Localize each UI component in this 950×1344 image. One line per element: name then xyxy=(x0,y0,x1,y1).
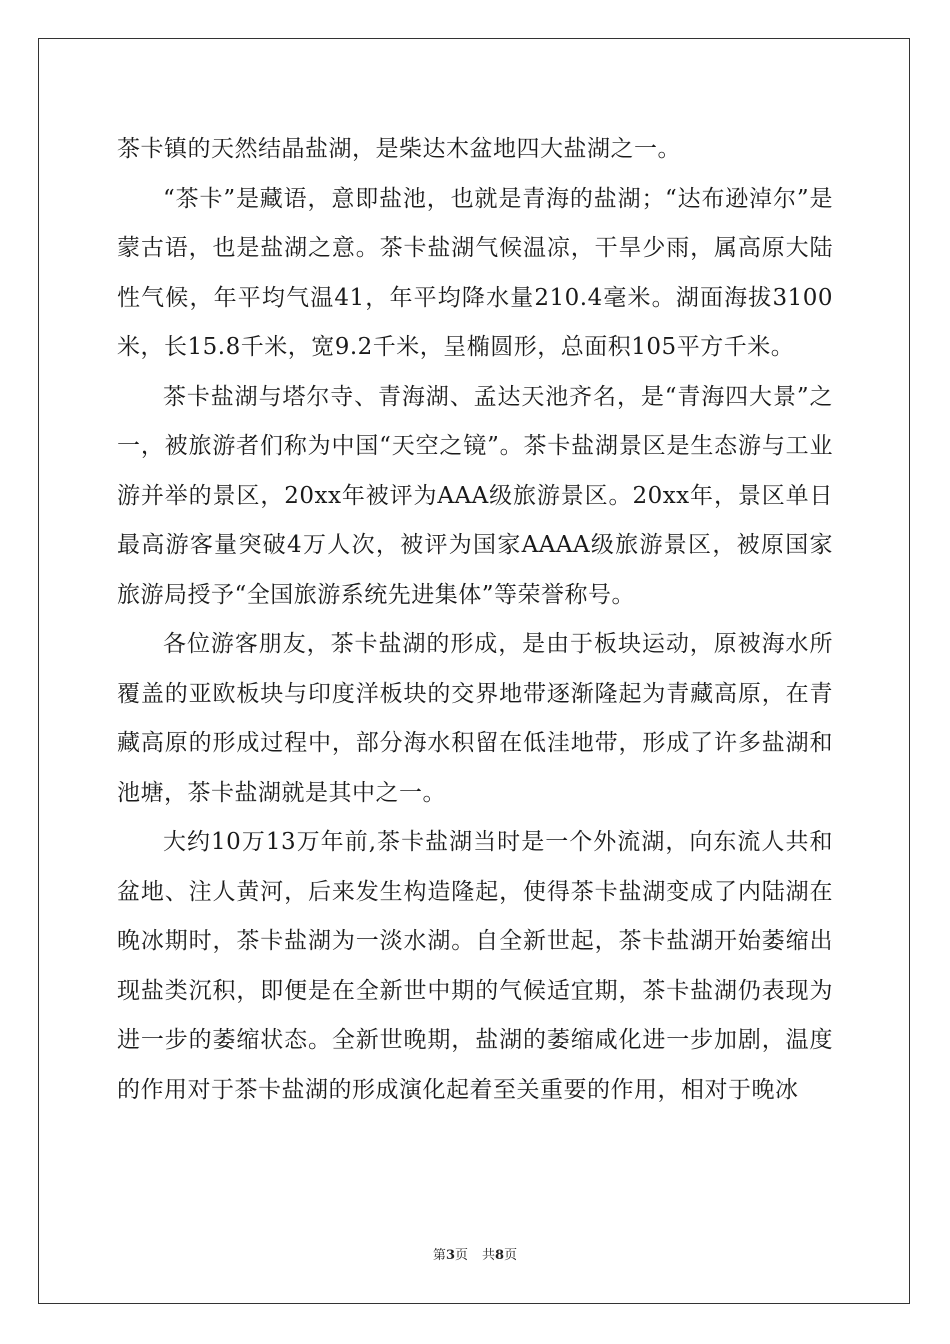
paragraph-3: 茶卡盐湖与塔尔寺、青海湖、孟达天池齐名，是“青海四大景”之一，被旅游者们称为中国“天空之镜”。茶卡盐湖景区是生态游与工业游并举的景区，20xx年被评为AAA级旅游景区。20xx年，景区单日最高游客量突破4万人次，被评为国家AAAA级旅游景区，被原国家旅游局授予“全国旅游系统先进集体”等荣誉称号。 xyxy=(117,383,833,608)
footer-page-prefix: 第 xyxy=(432,1248,446,1263)
paragraph-5: 大约10万13万年前,茶卡盐湖当时是一个外流湖，向东流人共和盆地、注人黄河，后来发生构造隆起，使得茶卡盐湖变成了内陆湖在晚冰期时，茶卡盐湖为一淡水湖。自全新世起，茶卡盐湖开始萎缩出现盐类沉积，即便是在全新世中期的气候适宜期，茶卡盐湖仍表现为进一步的萎缩状态。全新世晚期，盐湖的萎缩咸化进一步加剧，温度的作用对于茶卡盐湖的形成演化起着至关重要的作用，相对于晚冰 xyxy=(117,829,833,1103)
page-footer xyxy=(0,1247,950,1265)
footer-total-pages: 8 xyxy=(495,1248,505,1263)
paragraph-1: 茶卡镇的天然结晶盐湖，是柴达木盆地四大盐湖之一。 xyxy=(117,136,681,162)
footer-total-suffix: 页 xyxy=(504,1248,518,1263)
footer-page-number: 3 xyxy=(445,1248,455,1263)
paragraph-2: “茶卡”是藏语，意即盐池，也就是青海的盐湖；“达布逊淖尔”是蒙古语，也是盐湖之意。茶卡盐湖气候温凉，干旱少雨，属高原大陆性气候，年平均气温41，年平均降水量210.4毫米。湖面海拔3100米，长15.8千米，宽9.2千米，呈椭圆形，总面积105平方千米。 xyxy=(117,185,833,360)
document-body xyxy=(117,125,833,1115)
paragraph-4: 各位游客朋友，茶卡盐湖的形成，是由于板块运动，原被海水所覆盖的亚欧板块与印度洋板块的交界地带逐渐隆起为青藏高原，在青藏高原的形成过程中，部分海水积留在低洼地带，形成了许多盐湖和池塘，茶卡盐湖就是其中之一。 xyxy=(117,631,833,806)
footer-total-prefix: 共 xyxy=(482,1248,496,1263)
footer-page-suffix: 页 xyxy=(454,1248,468,1263)
